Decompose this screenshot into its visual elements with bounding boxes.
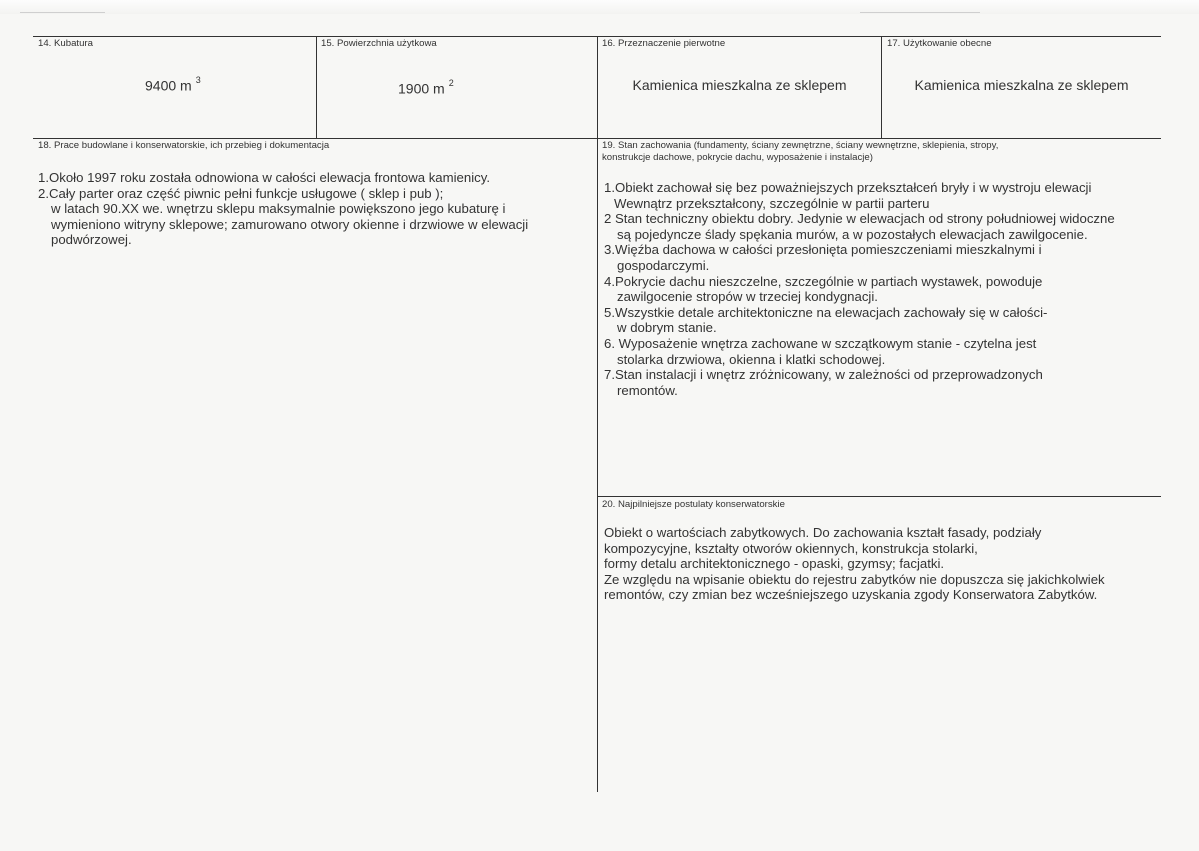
text-line: w latach 90.XX we. wnętrzu sklepu maksymalnie powiększono jego kubaturę i — [51, 201, 506, 217]
text-line: 2 Stan techniczny obiektu dobry. Jedynie w elewacjach od strony południowej widoczne — [604, 211, 1115, 227]
field-20-label: 20. Najpilniejsze postulaty konserwatorskie — [602, 499, 785, 510]
text-line: Ze względu na wpisanie obiektu do rejestru zabytków nie dopuszcza się jakichkolwiek — [604, 571, 1105, 587]
field-14-value: 9400 m $^3$ — [145, 75, 201, 94]
field-14-label: 14. Kubatura — [38, 38, 93, 49]
field-20-text — [604, 525, 1159, 603]
text-line: kompozycyjne, kształty otworów okiennych, konstrukcja stolarki, — [604, 540, 978, 556]
text-line: formy detalu architektonicznego - opaski, gzymsy; facjatki. — [604, 556, 945, 572]
text-line: remontów. — [617, 382, 678, 398]
text-line: Obiekt o wartościach zabytkowych. Do zachowania kształt fasady, podziały — [604, 525, 1042, 540]
column-divider — [316, 36, 317, 139]
scan-artifact-line — [20, 12, 105, 13]
text-line: Wewnątrz przekształcony, szczególnie w partii parteru — [614, 195, 930, 211]
field-19-text — [604, 180, 1159, 398]
field-19-label-cont: konstrukcje dachowe, pokrycie dachu, wyposażenie i instalacje) — [602, 152, 873, 163]
field-18-label: 18. Prace budowlane i konserwatorskie, ich przebieg i dokumentacja — [38, 140, 330, 151]
field-16-value: Kamienica mieszkalna ze sklepem — [632, 77, 847, 93]
text-line: stolarka drzwiowa, okienna i klatki schodowej. — [617, 351, 886, 367]
scan-artifact-line — [860, 12, 980, 13]
column-divider-main — [597, 36, 598, 792]
field-20-top-border — [597, 496, 1161, 497]
field-18-text — [38, 170, 593, 248]
text-line: w dobrym stanie. — [617, 320, 717, 336]
unit-exponent: 2 — [448, 78, 454, 88]
text-line: gospodarczymi. — [617, 257, 710, 273]
scan-edge — [0, 0, 1199, 14]
text-line: 7.Stan instalacji i wnętrz zróżnicowany, w zależności od przeprowadzonych — [604, 367, 1043, 383]
text-line: są pojedyncze ślady spękania murów, a w pozostałych elewacjach zawilgocenie. — [617, 226, 1088, 242]
text-line: 3.Więźba dachowa w całości przesłonięta pomieszczeniami mieszkalnymi i — [604, 242, 1042, 258]
text-line: remontów, czy zmian bez wcześniejszego uzyskania zgody Konserwatora Zabytków. — [604, 587, 1098, 603]
field-16-label: 16. Przeznaczenie pierwotne — [602, 38, 726, 49]
field-19-label: 19. Stan zachowania (fundamenty, ściany zewnętrzne, ściany wewnętrzne, sklepienia, stropy, — [602, 140, 999, 151]
text-line: wymieniono witryny sklepowe; zamurowano otwory okienne i drzwiowe w elewacji — [51, 216, 529, 232]
text-line: 2.Cały parter oraz część piwnic pełni funkcje usługowe ( sklep i pub ); — [38, 185, 444, 201]
text-line: 4.Pokrycie dachu nieszczelne, szczególnie w partiach wystawek, powoduje — [604, 273, 1043, 289]
field-17-value: Kamienica mieszkalna ze sklepem — [914, 77, 1129, 93]
text-line: 6. Wyposażenie wnętrza zachowane w szczątkowym stanie - czytelna jest — [604, 335, 1037, 351]
text-line: 1.Obiekt zachował się bez poważniejszych przekształceń bryły i w wystroju elewacji — [604, 180, 1092, 195]
field-17-label: 17. Użytkowanie obecne — [887, 38, 992, 49]
text-line: zawilgocenie stropów w trzeciej kondygnacji. — [617, 289, 878, 305]
text-line: 1.Około 1997 roku została odnowiona w całości elewacja frontowa kamienicy. — [38, 170, 491, 185]
text-line: podwórzowej. — [51, 232, 132, 248]
field-15-value: 1900 m $^2$ — [398, 78, 454, 97]
field-15-label: 15. Powierzchnia użytkowa — [321, 38, 437, 49]
unit-exponent: 3 — [195, 75, 201, 85]
text-line: 5.Wszystkie detale architektoniczne na elewacjach zachowały się w całości- — [604, 304, 1048, 320]
